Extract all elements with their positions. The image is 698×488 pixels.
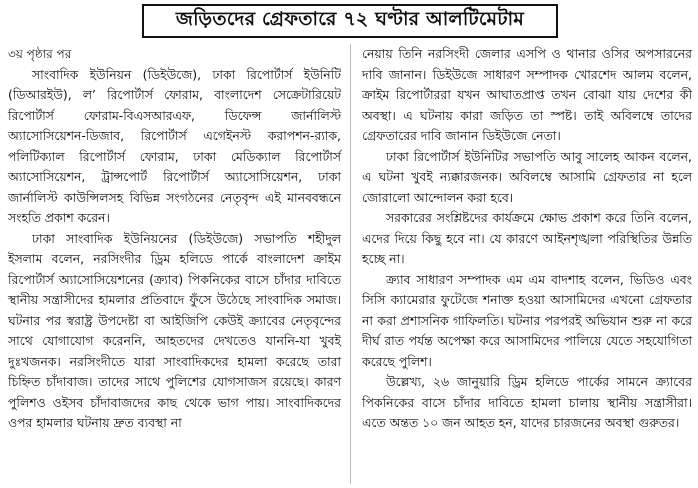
right-column: [362, 44, 692, 434]
continuation-note: ৩য় পৃষ্ঠার পর: [8, 47, 72, 61]
column-divider: [350, 44, 351, 484]
paragraph: নেয়ায় তিনি নরসিংদী জেলার এসপি ও থানার ওসির অপসারনের দাবি জানান। ডিইউজে সাধারণ সম্পাদক খোরশেদ আলম বলেন, ক্রাইম রিপোর্টাররা যখন আঘাতপ্রাপ্ত তখন বোঝা যায় দেশের কী অবস্থা। এ ঘটনায় কারা জড়িত তা স্পষ্ট। তাই অবিলম্বে তাদের গ্রেফতারের দাবি জানান ডিইউজে নেতা।: [362, 46, 692, 143]
paragraph: ক্র্যাব সাধারণ সম্পাদক এম এম বাদশাহ বলেন, ভিডিও এবং সিসি ক্যামেরার ফুটেজে শনাক্ত হওয়া আসামিদের এখনো গ্রেফতার না করা প্রশাসনিক গাফিলতি। ঘটনার পরপরই অভিযান শুরু না করে দীর্ঘ রাত পর্যন্ত অপেক্ষা করে আসামিদের পালিয়ে যেতে সহযোগিতা করেছে পুলিশ।: [362, 271, 692, 369]
paragraph: সাংবাদিক ইউনিয়ন (ডিইউজে), ঢাকা রিপোর্টার্স ইউনিটি (ডিআরইউ), ল’ রিপোর্টার্স ফোরাম, বাংলাদেশ সেক্রেটারিয়েট রিপোর্টার্স ফোরাম-বিএসআরএফ, ডিফেন্স জার্নালিস্ট অ্যাসোসিয়েশন-ডিজাব, রিপোর্টার্স এগেইনস্ট করাপশন-র‍্যাক, পলিটিক্যাল রিপোর্টার্স ফোরাম, ঢাকা মেডিক্যাল রিপোর্টার্স অ্যাসোসিয়েশন, ট্রান্সপোর্ট রিপোর্টার্স অ্যাসোসিয়েশন, ঢাকা জার্নালিস্ট কাউন্সিলসহ বিভিন্ন সংগঠনের নেতৃবৃন্দ এই মানববন্ধনে সংহতি প্রকাশ করেন।: [8, 66, 341, 225]
paragraph: উল্লেখ্য, ২৬ জানুয়ারি ড্রিম হলিডে পার্কের সামনে ক্র্যাবের পিকনিকের বাসে চাঁদার দাবিতে হামলা চালায় স্থানীয় সন্ত্রাসীরা। এতে অন্তত ১০ জন আহত হন, যাদের চারজনের অবস্থা গুরুতর।: [362, 374, 692, 430]
paragraph: সরকারের সংশ্লিষ্টদের কার্যক্রমে ক্ষোভ প্রকাশ করে তিনি বলেন, এদের দিয়ে কিছু হবে না। যে কারণে আইনশৃঙ্খলা পরিস্থিতির উন্নতি হচ্ছে না।: [362, 210, 692, 266]
headline-box: [142, 4, 558, 38]
left-column: [8, 44, 341, 434]
paragraph: ঢাকা রিপোর্টার্স ইউনিটির সভাপতি আবু সালেহ আকন বলেন, এ ঘটনা খুবই ন্যক্কারজনক। অবিলম্বে আসামি গ্রেফতার না হলে জোরালো আন্দোলন করা হবে।: [362, 148, 692, 205]
paragraph: ঢাকা সাংবাদিক ইউনিয়নের (ডিইউজে) সভাপতি শহীদুল ইসলাম বলেন, নরসিংদীর ড্রিম হলিডে পার্কে বাংলাদেশ ক্রাইম রিপোর্টার্স অ্যাসোসিয়েশনের (ক্র্যাব) পিকনিকের বাসে চাঁদার দাবিতে স্থানীয় সন্ত্রাসীদের হামলার প্রতিবাদে ফুঁসে উঠেছে সাংবাদিক সমাজ। ঘটনার পর স্বরাষ্ট্র উপদেষ্টা বা আইজিপি কেউই ক্র্যাবের নেতৃবৃন্দের সাথে যোগাযোগ করেননি, আহতদের দেখতেও যাননি-যা খুবই দুঃখজনক। নরসিংদীতে যারা সাংবাদিকদের হামলা করেছে তারা চিহ্নিত চাঁদাবাজ। তাদের সাথে পুলিশের যোগসাজস রয়েছে। কারণ পুলিশও ওইসব চাঁদাবাজদের কাছ থেকে ভাগ পায়। সাংবাদিকদের ওপর হামলার ঘটনায় দ্রুত ব্যবস্থা না: [8, 230, 341, 430]
headline: জড়িতদের গ্রেফতারে ৭২ ঘণ্টার আলটিমেটাম: [175, 8, 525, 30]
